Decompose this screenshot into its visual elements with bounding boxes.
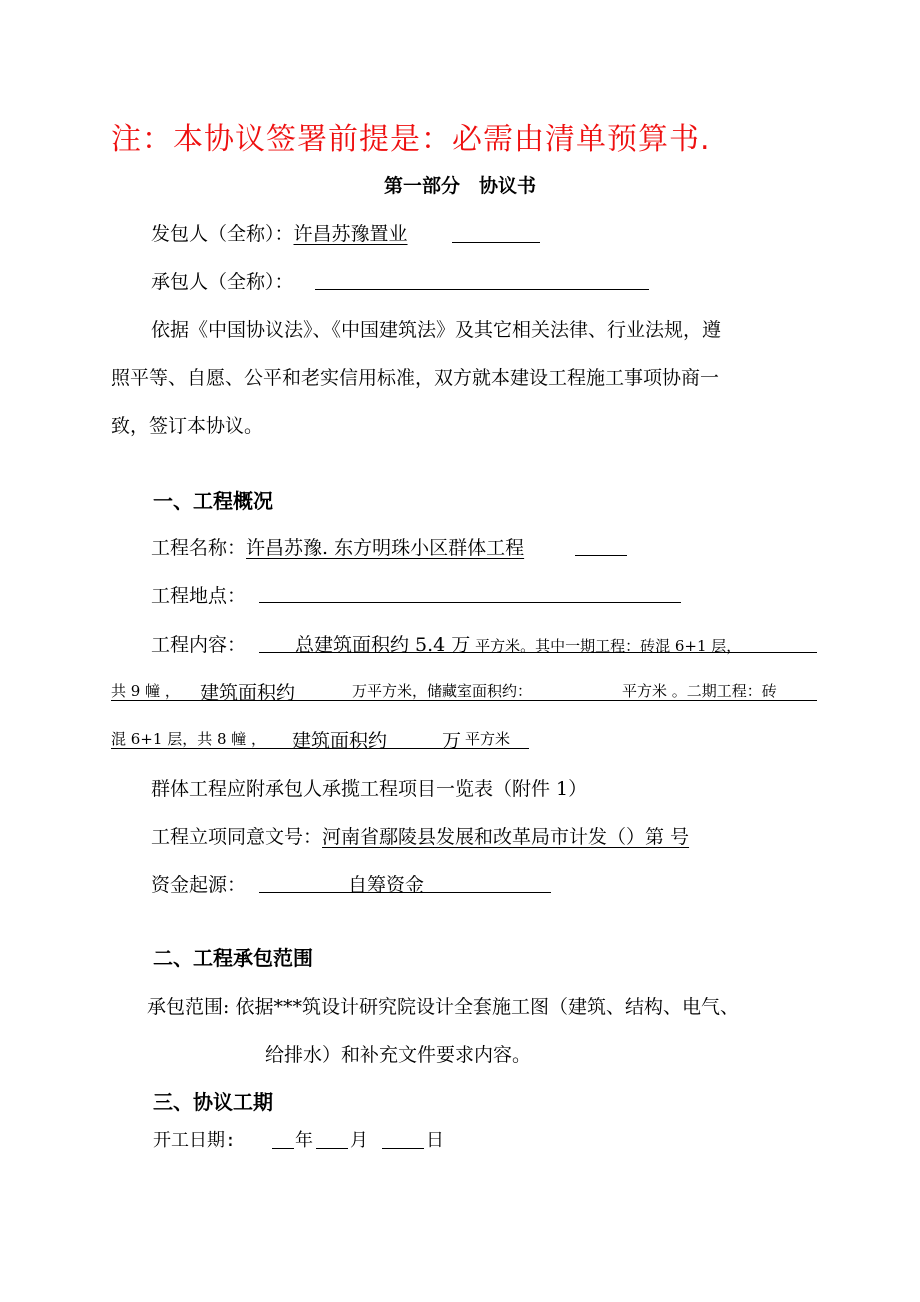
project-content-line-3c: 万: [442, 730, 462, 752]
funding-underline: [259, 892, 551, 893]
project-content-line-2a: 共 9 幢 ，: [111, 682, 180, 700]
start-date-label: 开工日期:: [153, 1130, 236, 1151]
start-year-label: 年: [295, 1130, 313, 1151]
project-content-line-2d: 平方米 。二期工程：砖: [622, 682, 777, 700]
employer-row: [151, 219, 408, 246]
start-day-blank: [382, 1148, 424, 1149]
project-content-underline-3: [111, 748, 529, 749]
part-title: 第一部分 协议书: [383, 175, 536, 197]
preamble-line-1: 依据《中国协议法》、《中国建筑法》及其它相关法律、行业法规，遵: [151, 319, 722, 341]
project-location-row: [151, 581, 246, 608]
start-year-blank: [272, 1148, 294, 1149]
funding-value: 自筹资金: [348, 874, 425, 896]
project-content-underline-1: [259, 652, 817, 653]
project-content-line-3d: 平方米: [465, 730, 511, 748]
preamble-line-3: 致，签订本协议。: [111, 415, 264, 437]
start-day-label: 日: [426, 1130, 444, 1151]
project-name-underline: [575, 555, 627, 556]
project-content-line-2b: 建筑面积约: [200, 682, 296, 704]
project-content-underline-2: [111, 700, 817, 701]
start-date-row: [153, 1126, 236, 1152]
contractor-label: 承包人（全称）：: [151, 271, 294, 293]
section-3-title: 三、协议工期: [153, 1090, 273, 1114]
project-content-phase1: 平方米。其中一期工程：砖混 6+1 层，: [470, 637, 742, 655]
contractor-underline: [315, 289, 649, 290]
project-location-label: 工程地点：: [151, 585, 247, 607]
project-content-line-2c: 万平方米，储藏室面积约：: [352, 682, 533, 700]
project-content-label: 工程内容：: [151, 634, 247, 656]
project-location-underline: [259, 602, 681, 603]
project-content-line-3a: 混 6+1 层，共 8 幢 ，: [111, 730, 267, 748]
project-name-label: 工程名称：: [151, 537, 247, 559]
scope-line-2: 给排水）和补充文件要求内容。: [265, 1044, 532, 1066]
project-content-area: 总建筑面积约 5.4 万: [295, 634, 471, 656]
preamble-line-2: 照平等、自愿、公平和老实信用标准，双方就本建设工程施工事项协商一: [111, 367, 720, 389]
section-1-title: 一、工程概况: [153, 489, 273, 513]
approval-value: 河南省鄢陵县发展和改革局市计发（）第 号: [322, 826, 690, 848]
document-note: 注：本协议签署前提是：必需由清单预算书.: [111, 122, 711, 157]
attachment-note: 群体工程应附承包人承揽工程项目一览表（附件 1）: [151, 778, 588, 800]
employer-label: 发包人（全称）：: [151, 223, 294, 245]
section-2-title: 二、工程承包范围: [153, 946, 313, 970]
project-content-line-3b: 建筑面积约: [292, 730, 388, 752]
employer-value: 许昌苏豫置业: [293, 223, 408, 245]
scope-line-1: 承包范围: 依据***筑设计研究院设计全套施工图（建筑、结构、电气、: [147, 996, 739, 1018]
approval-row: [151, 822, 689, 849]
contractor-row: [151, 267, 294, 294]
employer-underline: [452, 242, 540, 243]
approval-label: 工程立项同意文号：: [151, 826, 323, 848]
start-month-label: 月: [350, 1130, 368, 1151]
project-name-row: [151, 533, 524, 560]
funding-label: 资金起源：: [151, 874, 247, 896]
start-month-blank: [316, 1148, 348, 1149]
project-name-value: 许昌苏豫. 东方明珠小区群体工程: [246, 537, 525, 559]
